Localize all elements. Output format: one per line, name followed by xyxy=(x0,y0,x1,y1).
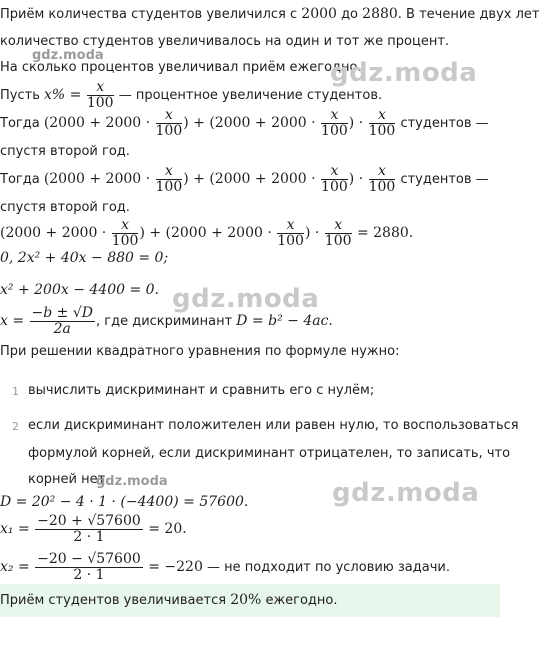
discriminant-calc: D = 20² − 4 · 1 · (−4400) = 57600. xyxy=(0,494,249,510)
step-number: 2 xyxy=(12,420,19,433)
answer: Приём студентов увеличивается 20% ежегодно. xyxy=(0,592,338,608)
step-number: 1 xyxy=(12,385,19,398)
root-x2: x₂ = $\frac{-20 - √57600}{2 \cdot 1}$ = −220 — не подходит по условию задачи. xyxy=(0,551,450,583)
fraction: $\frac{-b \pm √D}{2a}$ xyxy=(31,305,93,337)
let-statement: Пусть x% = $\frac{x}{100}$ — процентное увеличение студентов. xyxy=(0,79,383,111)
root-x1: x₁ = $\frac{-20 + √57600}{2 \cdot 1}$ = 20. xyxy=(0,513,187,545)
problem-line-2: количество студентов увеличивалось на один и тот же процент. xyxy=(0,34,450,49)
watermark-large: gdz.moda xyxy=(332,478,480,508)
then-expression-2: Тогда (2000 + 2000 · $\frac{x}{100}$ ) + (2000 + 2000 · $\frac{x}{100}$ ) · $\frac{x}{100}$ студентов — xyxy=(0,163,489,195)
watermark-large: gdz.moda xyxy=(172,284,320,314)
root-formula: x = $\frac{-b \pm √D}{2a}$ , где дискриминант D = b² − 4ac. xyxy=(0,305,333,337)
equation-2880: (2000 + 2000 · $\frac{x}{100}$ ) + (2000 + 2000 · $\frac{x}{100}$ ) · $\frac{x}{100}$ = 2880. xyxy=(0,217,414,249)
watermark-large: gdz.moda xyxy=(330,58,478,88)
then-expression-1: Тогда (2000 + 2000 · $\frac{x}{100}$ ) + (2000 + 2000 · $\frac{x}{100}$ ) · $\frac{x}{100}$ студентов — xyxy=(0,107,489,139)
rule-intro: При решении квадратного уравнения по формуле нужно: xyxy=(0,344,400,359)
fraction: $\frac{x}{100}$ xyxy=(155,107,183,139)
fraction: $\frac{x}{100}$ xyxy=(111,217,139,249)
fraction: $\frac{-20 - √57600}{2 \cdot 1}$ xyxy=(37,551,141,583)
fraction: $\frac{x}{100}$ xyxy=(155,163,183,195)
watermark-small: gdz.moda xyxy=(96,474,168,489)
fraction: $\frac{-20 + √57600}{2 \cdot 1}$ xyxy=(37,513,141,545)
fraction: $\frac{x}{100}$ xyxy=(277,217,304,249)
quadratic-2: x² + 200x − 4400 = 0. xyxy=(0,282,160,298)
step-1: вычислить дискриминант и сравнить его с нулём; xyxy=(28,383,375,398)
quadratic-1: 0, 2x² + 40x − 880 = 0; xyxy=(0,250,169,266)
fraction: $\frac{x}{100}$ xyxy=(368,163,396,195)
step-2-line-2: формулой корней, если дискриминант отрицателен, то записать, что xyxy=(28,446,511,461)
fraction: $\frac{x}{100}$ xyxy=(86,79,114,111)
second-year-2: спустя второй год. xyxy=(0,200,130,215)
fraction: $\frac{x}{100}$ xyxy=(321,107,348,139)
step-2-line-3: корней нет xyxy=(28,472,106,487)
problem-line-1: Приём количества студентов увеличился с 2000 до 2880. В течение двух лет xyxy=(0,6,540,22)
step-2-line-1: если дискриминант положителен или равен нулю, то воспользоваться xyxy=(28,418,519,433)
fraction: $\frac{x}{100}$ xyxy=(368,107,396,139)
problem-line-3: На сколько процентов увеличивал приём ежегодно. xyxy=(0,60,362,75)
second-year-1: спустя второй год. xyxy=(0,144,130,159)
fraction: $\frac{x}{100}$ xyxy=(324,217,352,249)
watermark-small: gdz.moda xyxy=(32,48,104,63)
fraction: $\frac{x}{100}$ xyxy=(321,163,348,195)
